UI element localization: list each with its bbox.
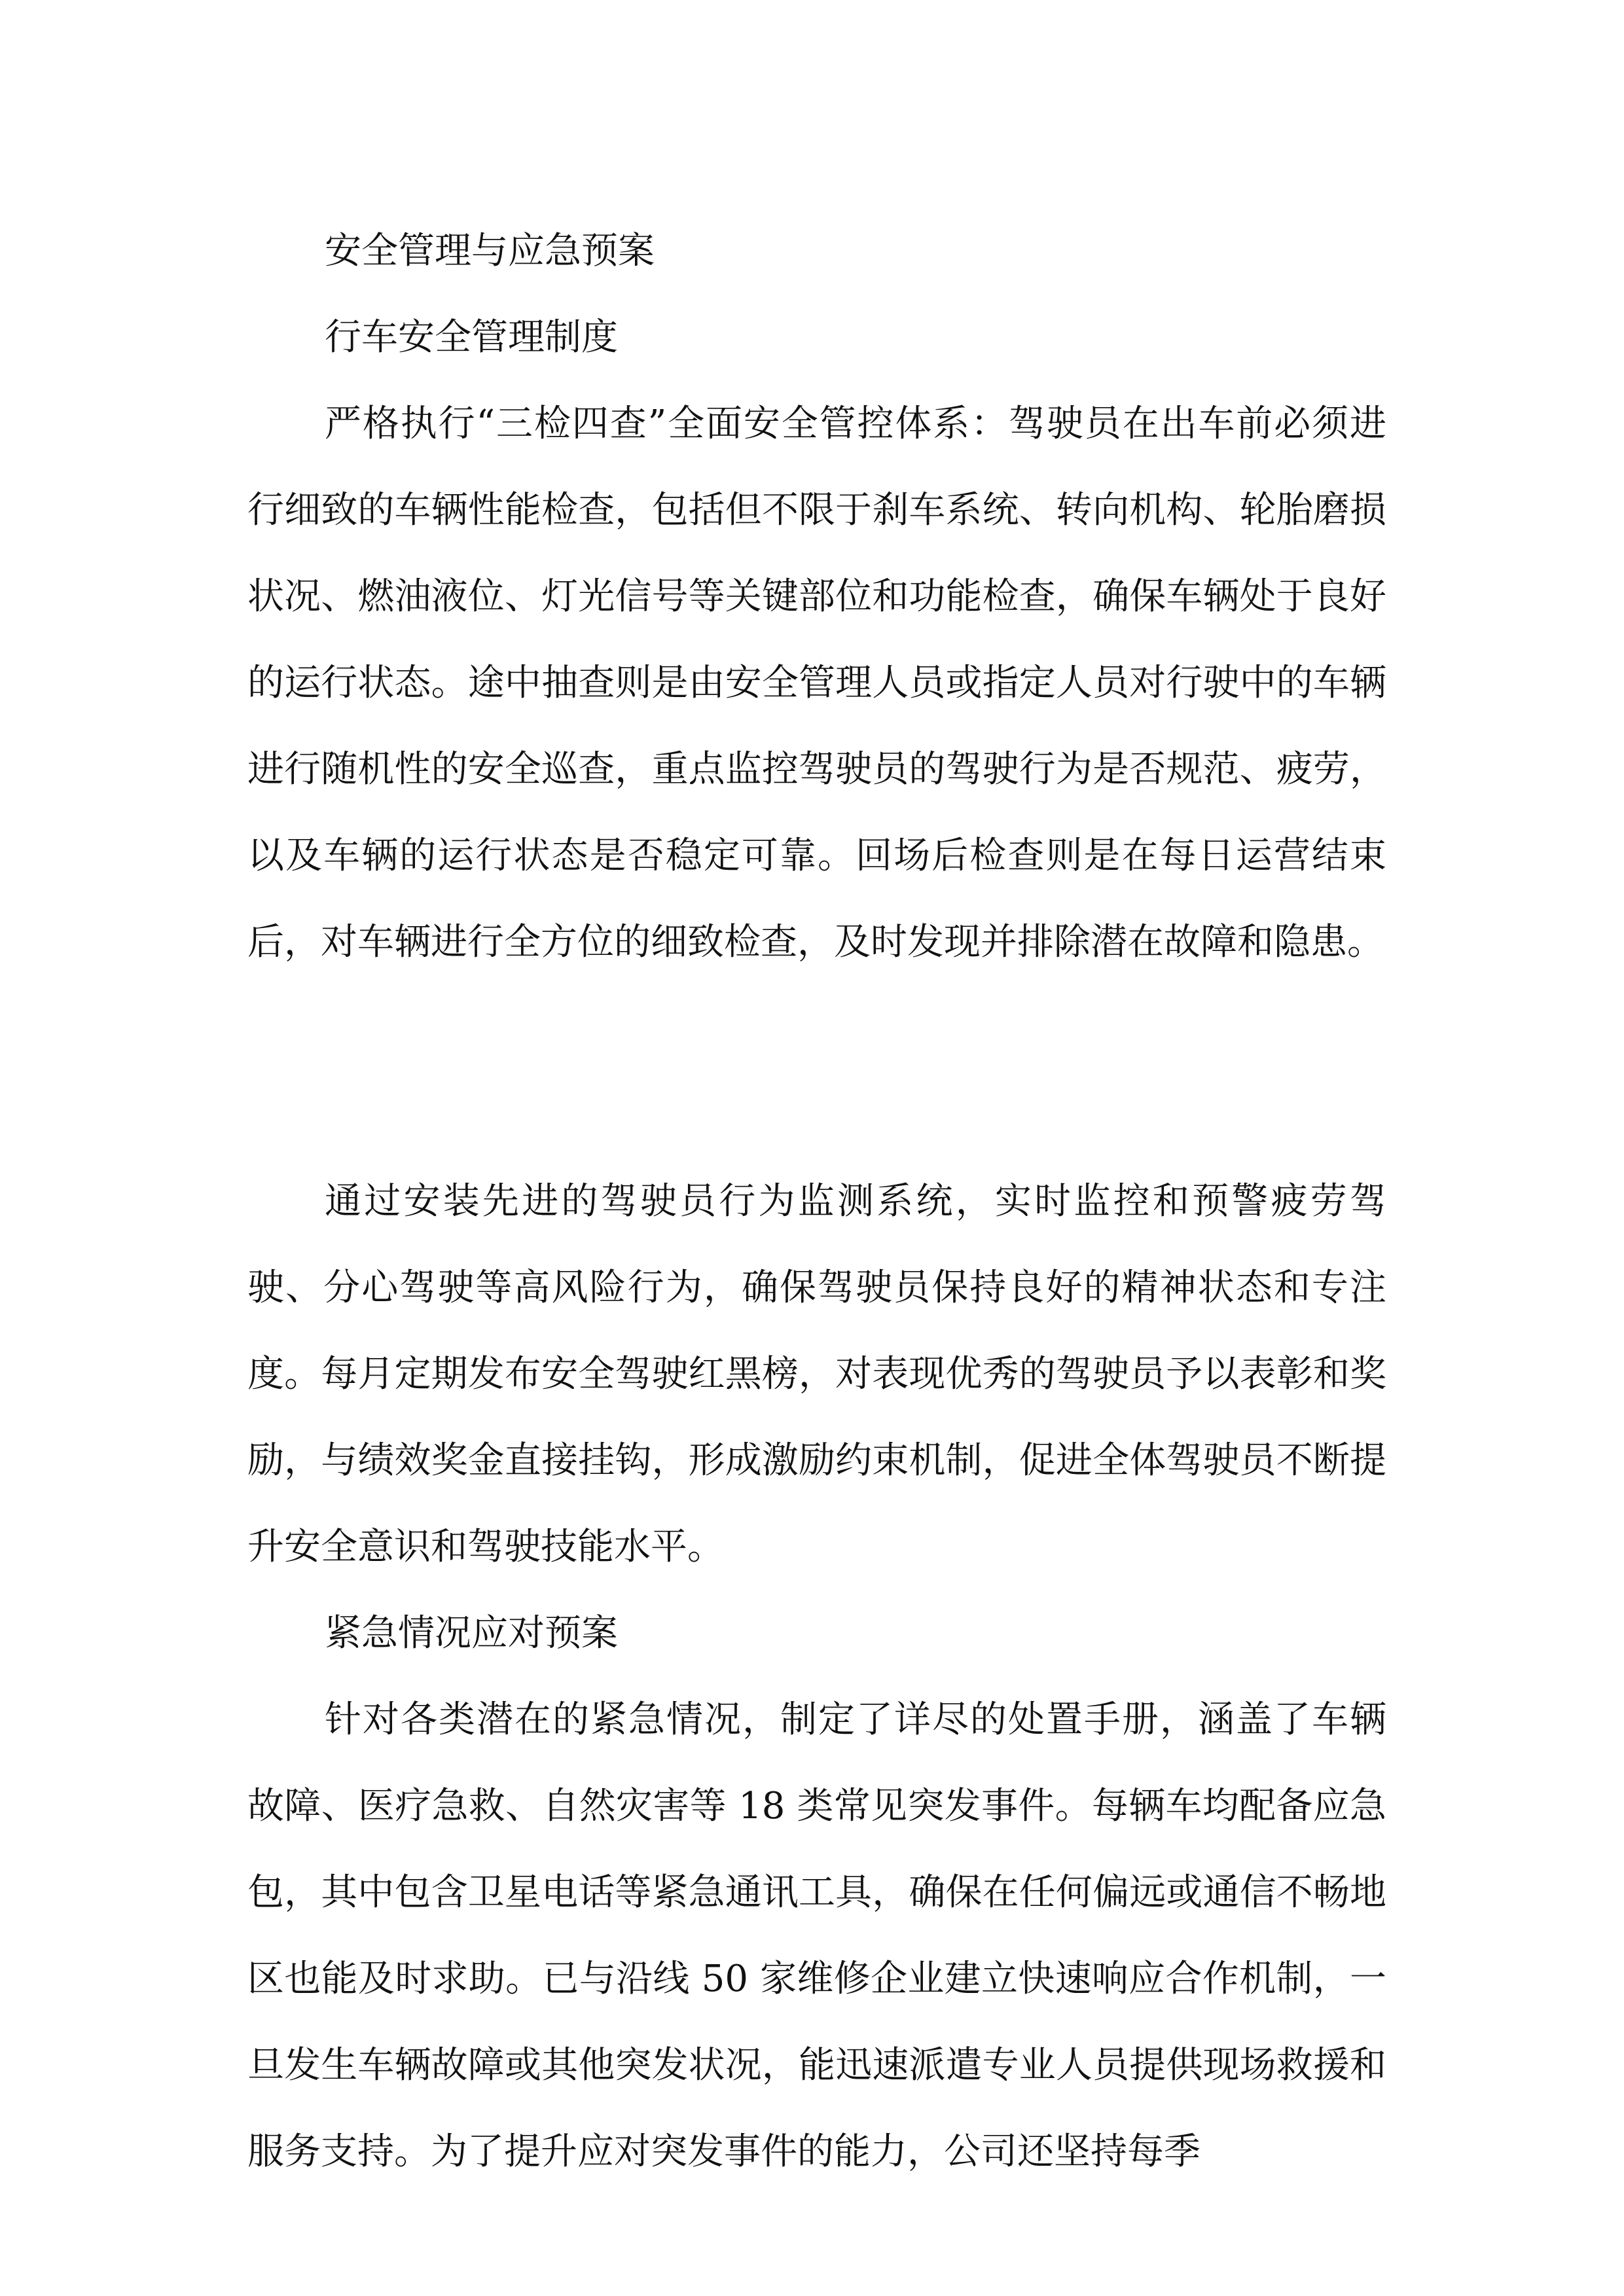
- paragraph-inspection-system: 严格执行“三检四查”全面安全管控体系：驾驶员在出车前必须进行细致的车辆性能检查，包括但不限于刹车系统、转向机构、轮胎磨损状况、燃油液位、灯光信号等关键部位和功能检查，确保车辆处于良好的运行状态。途中抽查则是由安全管理人员或指定人员对行驶中的车辆进行随机性的安全巡查，重点监控驾驶员的驾驶行为是否规范、疲劳，以及车辆的运行状态是否稳定可靠。回场后检查则是在每日运营结束后，对车辆进行全方位的细致检查，及时发现并排除潜在故障和隐患。: [247, 403, 1386, 963]
- document-title: 安全管理与应急预案: [325, 230, 655, 272]
- paragraph-driver-monitoring: 通过安装先进的驾驶员行为监测系统，实时监控和预警疲劳驾驶、分心驾驶等高风险行为，确保驾驶员保持良好的精神状态和专注度。每月定期发布安全驾驶红黑榜，对表现优秀的驾驶员予以表彰和奖励，与绩效奖金直接挂钩，形成激励约束机制，促进全体驾驶员不断提升安全意识和驾驶技能水平。: [247, 1180, 1386, 1568]
- section-heading-driving-safety: 行车安全管理制度: [325, 316, 618, 359]
- paragraph-emergency-response: 针对各类潜在的紧急情况，制定了详尽的处置手册，涵盖了车辆故障、医疗急救、自然灾害等 18 类常见突发事件。每辆车均配备应急包，其中包含卫星电话等紧急通讯工具，确保在任何偏远或通信不畅地区也能及时求助。已与沿线 50 家维修企业建立快速响应合作机制，一旦发生车辆故障或其他突发状况，能迅速派遣专业人员提供现场救援和服务支持。为了提升应对突发事件的能力，公司还坚持每季: [247, 1698, 1386, 2173]
- section-heading-emergency-plan: 紧急情况应对预案: [325, 1612, 618, 1655]
- document-body: [247, 208, 1386, 2282]
